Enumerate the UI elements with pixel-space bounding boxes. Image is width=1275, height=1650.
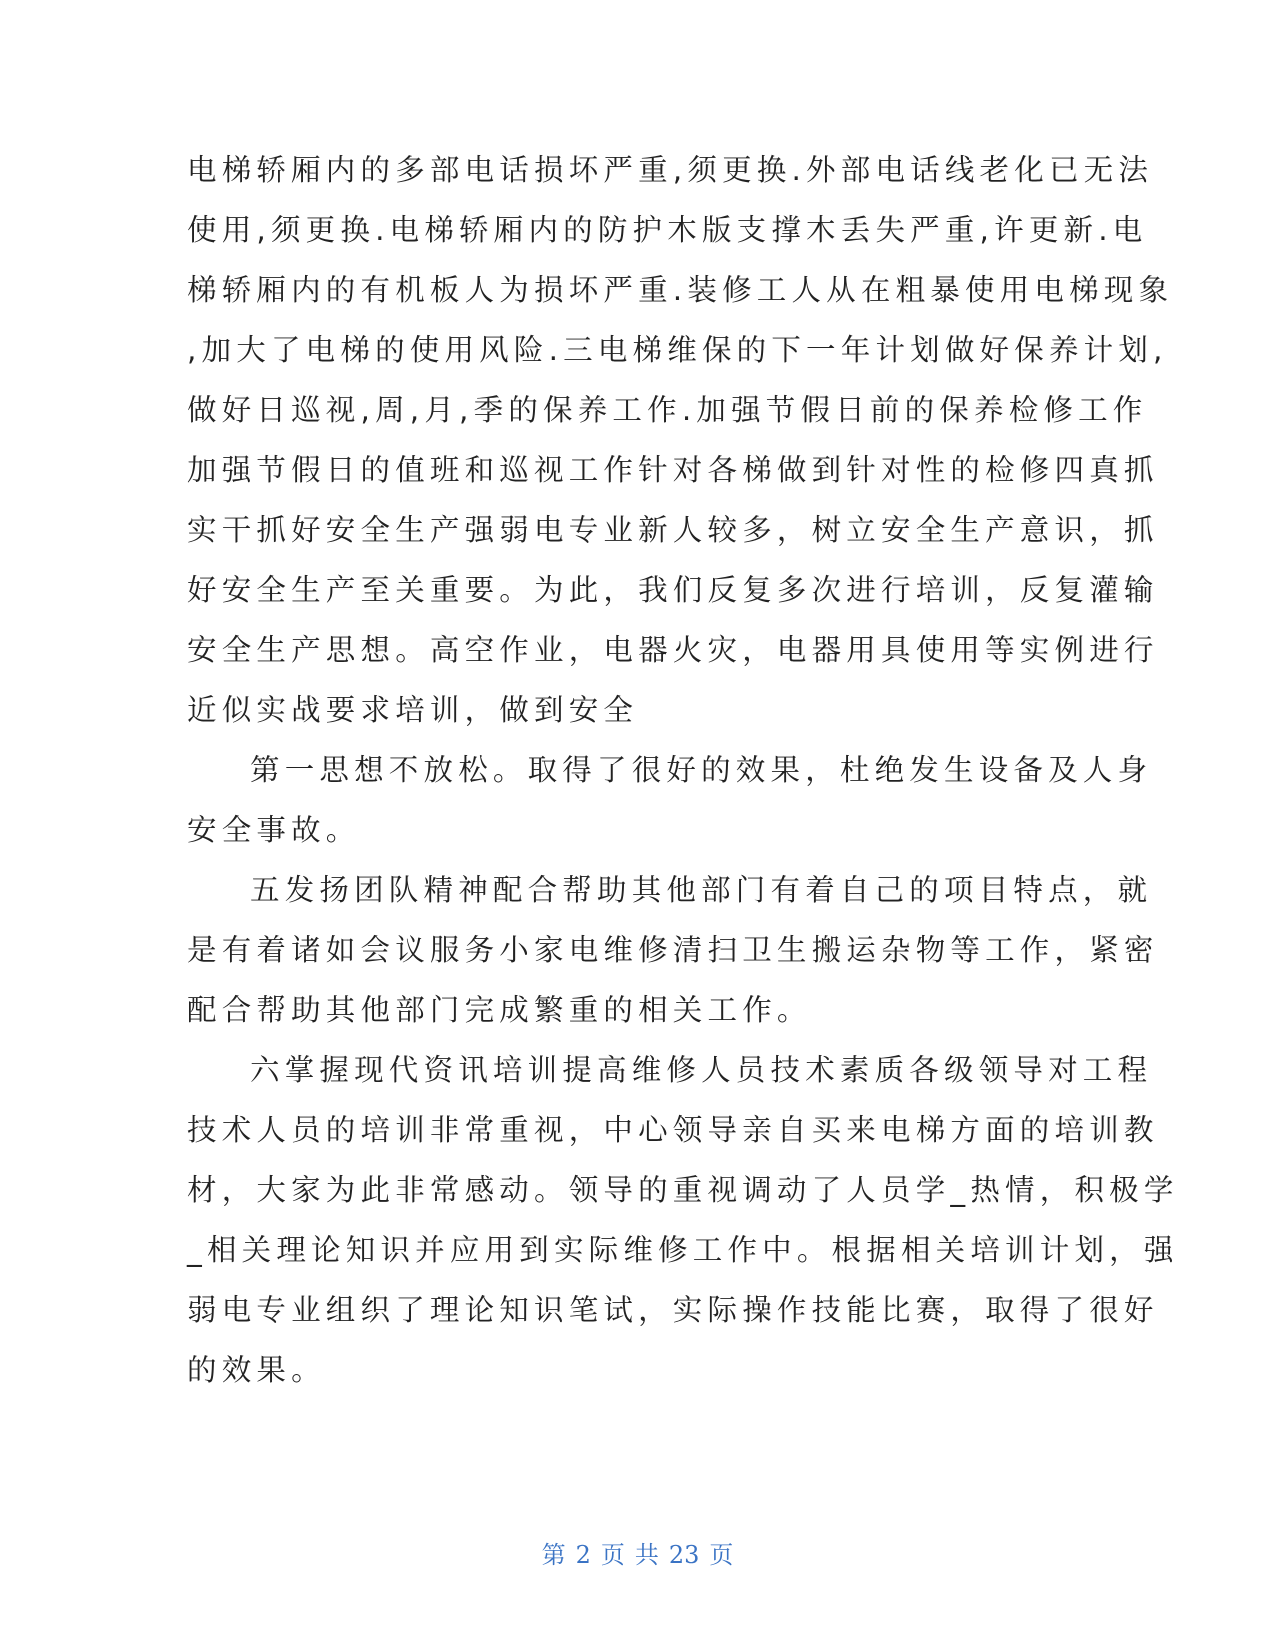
paragraph-1 [187, 140, 1174, 740]
text-line: 材，大家为此非常感动。领导的重视调动了人员学_热情，积极学 [187, 1173, 1179, 1207]
text-line: ,加大了电梯的使用风险.三电梯维保的下一年计划做好保养计划, [187, 333, 1168, 367]
paragraph-4 [187, 1040, 1179, 1400]
footer-page-label: 页 [600, 1541, 625, 1569]
text-line: 第一思想不放松。取得了很好的效果，杜绝发生设备及人身 [250, 753, 1153, 787]
footer-prefix: 第 [541, 1541, 566, 1569]
text-line: 电梯轿厢内的多部电话损坏严重,须更换.外部电话线老化已无法 [187, 153, 1154, 187]
text-line: 安全事故。 [187, 813, 361, 847]
document-body [187, 140, 1179, 1400]
page-footer [0, 1535, 1275, 1570]
total-pages-number: 23 [668, 1541, 700, 1569]
footer-total-prefix: 共 [634, 1541, 659, 1569]
text-line: 五发扬团队精神配合帮助其他部门有着自己的项目特点，就 [250, 873, 1153, 907]
text-line: 六掌握现代资讯培训提高维修人员技术素质各级领导对工程 [250, 1053, 1153, 1087]
current-page-number: 2 [575, 1541, 591, 1569]
text-line: 技术人员的培训非常重视，中心领导亲自买来电梯方面的培训教 [187, 1113, 1159, 1147]
text-line: 配合帮助其他部门完成繁重的相关工作。 [187, 993, 812, 1027]
text-line: 好安全生产至关重要。为此，我们反复多次进行培训，反复灌输 [187, 573, 1159, 607]
paragraph-2 [187, 740, 1153, 860]
footer-total-label: 页 [709, 1541, 734, 1569]
text-line: 的效果。 [187, 1353, 326, 1387]
text-line: _相关理论知识并应用到实际维修工作中。根据相关培训计划，强 [187, 1233, 1179, 1267]
text-line: 梯轿厢内的有机板人为损坏严重.装修工人从在粗暴使用电梯现象 [187, 273, 1174, 307]
text-line: 加强节假日的值班和巡视工作针对各梯做到针对性的检修四真抓 [187, 453, 1159, 487]
text-line: 使用,须更换.电梯轿厢内的防护木版支撑木丢失严重,许更新.电 [187, 213, 1148, 247]
text-line: 近似实战要求培训，做到安全 [187, 693, 639, 727]
paragraph-3 [187, 860, 1159, 1040]
text-line: 安全生产思想。高空作业，电器火灾，电器用具使用等实例进行 [187, 633, 1159, 667]
text-line: 实干抓好安全生产强弱电专业新人较多，树立安全生产意识，抓 [187, 513, 1159, 547]
text-line: 弱电专业组织了理论知识笔试，实际操作技能比赛，取得了很好 [187, 1293, 1159, 1327]
text-line: 是有着诸如会议服务小家电维修清扫卫生搬运杂物等工作，紧密 [187, 933, 1159, 967]
text-line: 做好日巡视,周,月,季的保养工作.加强节假日前的保养检修工作 [187, 393, 1148, 427]
